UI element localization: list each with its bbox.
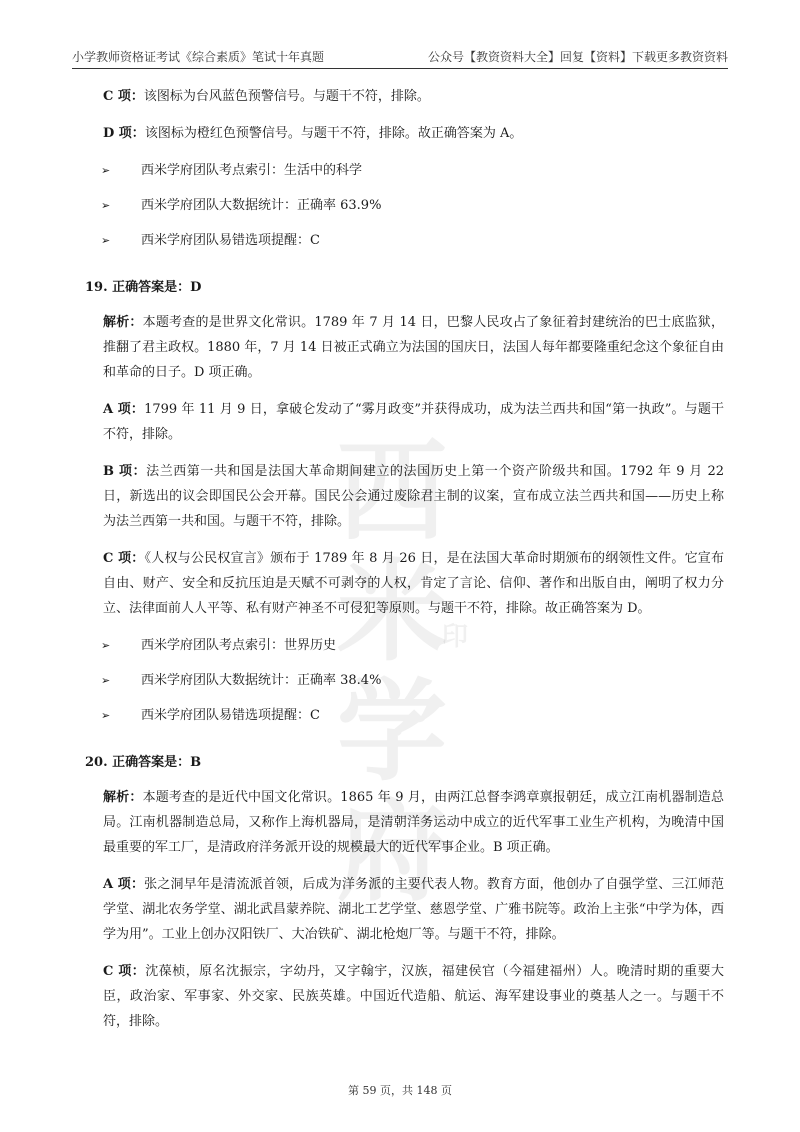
q19-option-b — [103, 459, 724, 534]
arrowhead-bullet-icon: ➢ — [101, 674, 111, 687]
option-text: 该图标为台风蓝色预警信号。与题干不符，排除。 — [143, 89, 430, 104]
watermark-line-1: 西米 — [337, 428, 447, 676]
intro-option-c — [103, 84, 724, 109]
list-item — [103, 193, 724, 218]
intro-option-d — [103, 121, 724, 146]
header-title: 小学教师资格证考试《综合素质》笔试十年真题 — [72, 50, 325, 64]
page-header — [72, 44, 728, 66]
bullet-text: 西米学府团队考点索引：世界历史 — [141, 638, 337, 653]
analysis-text: 本题考查的是世界文化常识。1789 年 7 月 14 日，巴黎人民攻占了象征着封建统治的巴士底监狱，推翻了君主政权。1880 年，7 月 14 日被正式确立为法国的国庆日，法国人每年都要隆重纪念这个象征自由和革命的日子。D 项正确。 — [103, 315, 724, 380]
q19-option-a — [103, 397, 724, 447]
q19-option-c — [103, 546, 724, 621]
list-item — [103, 158, 724, 183]
bullet-text: 西米学府团队易错选项提醒：C — [141, 708, 320, 723]
q20-option-c — [103, 959, 724, 1034]
question-20-heading: 20. 正确答案是：B — [85, 755, 202, 770]
analysis-label: 解析： — [103, 790, 143, 805]
analysis-label: 解析： — [103, 315, 143, 330]
option-label: A 项： — [103, 402, 145, 417]
option-text: 法兰西第一共和国是法国大革命期间建立的法国历史上第一个资产阶级共和国。1792 年 9 月 22 日，新选出的议会即国民公会开幕。国民公会通过废除君主制的议案，宣布成立法兰西共和国——历史上称为法兰西第一共和国。与题干不符，排除。 — [103, 464, 724, 529]
bullet-text: 西米学府团队易错选项提醒：C — [141, 233, 320, 248]
option-text: 沈葆桢，原名沈振宗，字幼丹，又字翰宇，汉族，福建侯官（今福建福州）人。晚清时期的重要大臣，政治家、军事家、外交家、民族英雄。中国近代造船、航运、海军建设事业的奠基人之一。与题干不符，排除。 — [103, 964, 724, 1029]
list-item — [103, 668, 724, 693]
analysis-text: 本题考查的是近代中国文化常识。1865 年 9 月，由两江总督李鸿章禀报朝廷，成立江南机器制造总局。江南机器制造总局，又称作上海机器局，是清朝洋务运动中成立的近代军事工业生产机构，为晚清中国最重要的军工厂，是清政府洋务派开设的规模最大的近代军事企业。B 项正确。 — [103, 790, 724, 855]
arrowhead-bullet-icon: ➢ — [101, 709, 111, 722]
header-promo: 公众号【教资资料大全】回复【资料】下载更多教资资料 — [427, 50, 728, 64]
page-number: 第 59 页，共 148 页 — [348, 1084, 452, 1097]
watermark-seal: 印 — [442, 622, 469, 652]
bullet-text: 西米学府团队大数据统计：正确率 63.9% — [141, 198, 382, 213]
option-text: 张之洞早年是清流派首领，后成为洋务派的主要代表人物。教育方面，他创办了自强学堂、三江师范学堂、湖北农务学堂、湖北武昌蒙养院、湖北工艺学堂、慈恩学堂、广雅书院等。政治上主张“中学为体，西学为用”。工业上创办汉阳铁厂、大冶铁矿、湖北枪炮厂等。与题干不符，排除。 — [103, 877, 724, 942]
arrowhead-bullet-icon: ➢ — [101, 199, 111, 212]
bullet-text: 西米学府团队大数据统计：正确率 38.4% — [141, 673, 382, 688]
arrowhead-bullet-icon: ➢ — [101, 164, 111, 177]
watermark-line-2: 学府 — [337, 668, 447, 916]
bullet-text: 西米学府团队考点索引：生活中的科学 — [141, 163, 363, 178]
arrowhead-bullet-icon: ➢ — [101, 234, 111, 247]
list-item — [103, 703, 724, 728]
option-text: 《人权与公民权宣言》颁布于 1789 年 8 月 26 日，是在法国大革命时期颁布的纲领性文件。它宣布自由、财产、安全和反抗压迫是天赋不可剥夺的人权，肯定了言论、信仰、著作和出版自由，阐明了权力分立、法律面前人人平等、私有财产神圣不可侵犯等原则。与题干不符，排除。故正确答案为 D。 — [103, 551, 724, 616]
option-label: C 项： — [103, 89, 144, 104]
option-label: C 项： — [103, 551, 145, 566]
q20-option-a — [103, 872, 724, 947]
list-item — [103, 633, 724, 658]
q20-analysis — [103, 785, 724, 860]
list-item — [103, 228, 724, 253]
option-label: C 项： — [103, 964, 146, 979]
header-divider — [72, 68, 728, 69]
option-label: B 项： — [103, 464, 147, 479]
option-text: 1799 年 11 月 9 日，拿破仑发动了“雾月政变”并获得成功，成为法兰西共和国“第一执政”。与题干不符，排除。 — [103, 402, 724, 442]
q19-analysis — [103, 310, 724, 385]
question-19-heading: 19. 正确答案是：D — [85, 280, 202, 295]
option-label: A 项： — [103, 877, 145, 892]
option-label: D 项： — [103, 126, 145, 141]
arrowhead-bullet-icon: ➢ — [101, 639, 111, 652]
document-body — [85, 84, 724, 1046]
option-text: 该图标为橙红色预警信号。与题干不符，排除。故正确答案为 A。 — [144, 126, 523, 141]
